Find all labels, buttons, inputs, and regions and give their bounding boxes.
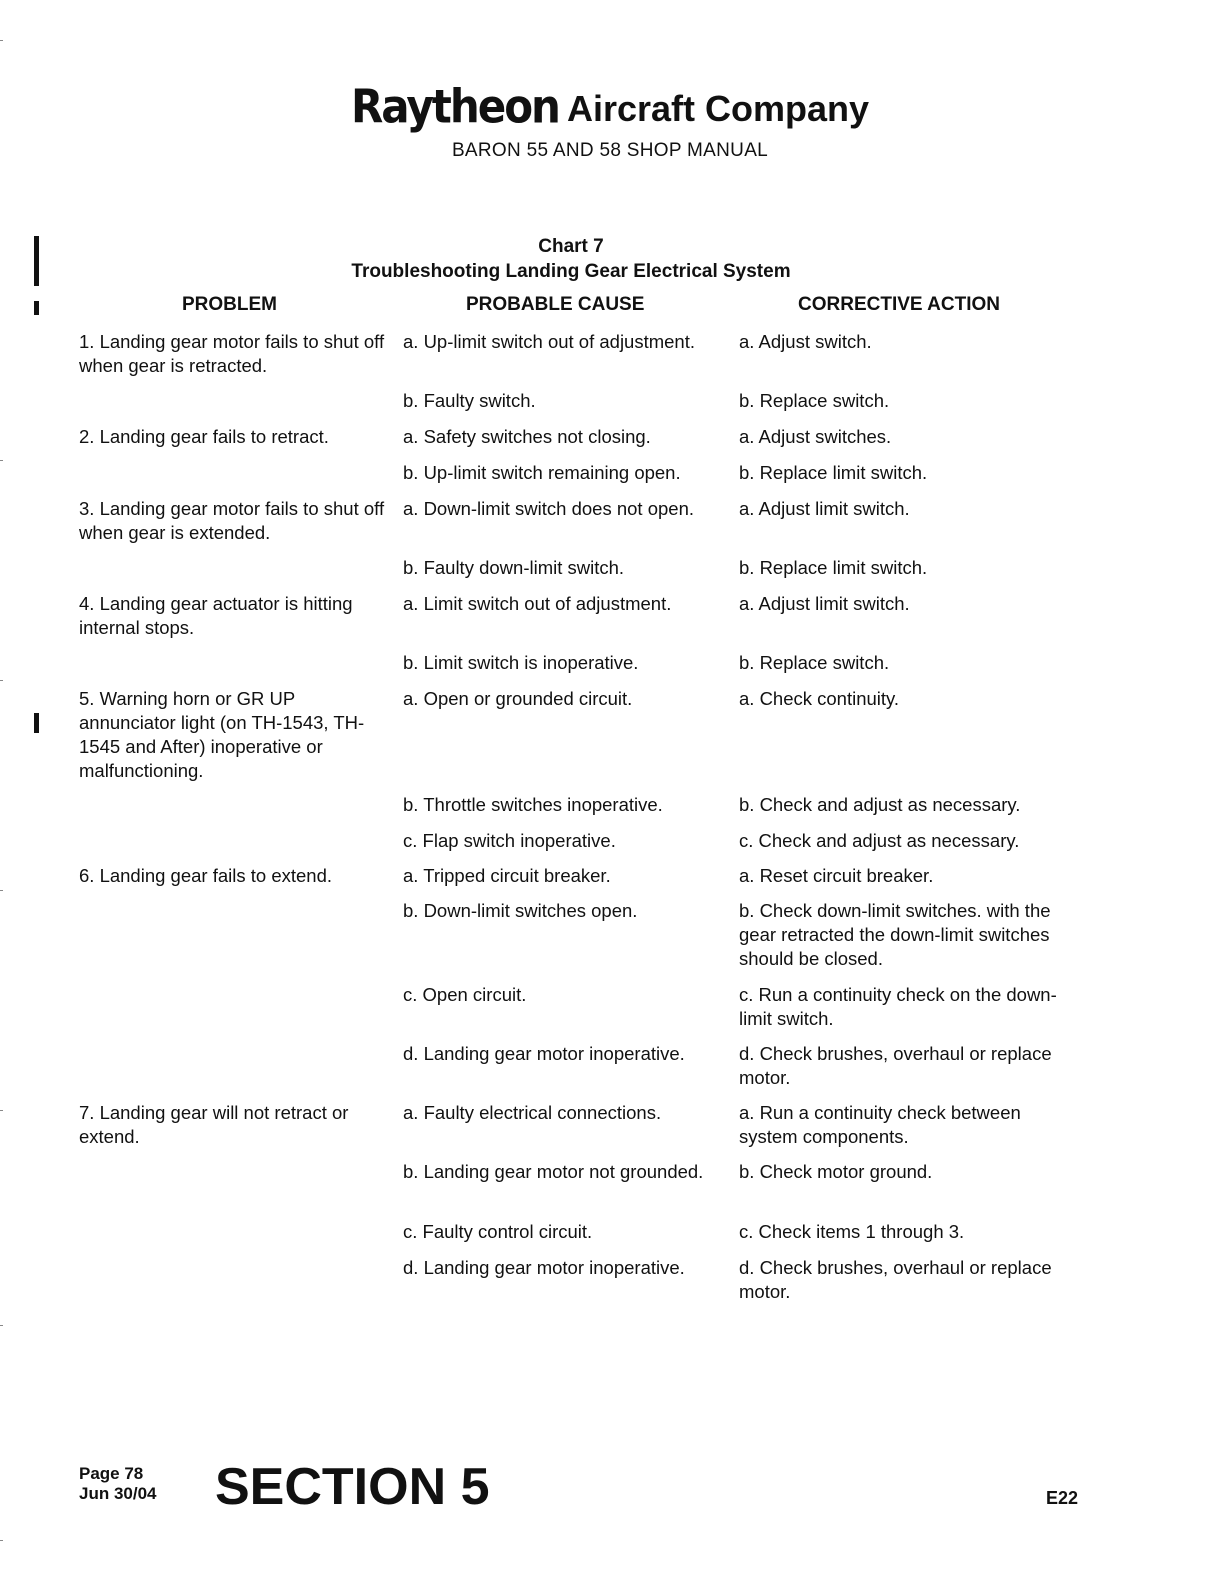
chart-heading [0, 234, 1142, 284]
action-cell: c. Check items 1 through 3. [739, 1221, 965, 1242]
action-cell: a. Run a continuity check between system components. [739, 1102, 1021, 1147]
action-cell: b. Check motor ground. [739, 1161, 933, 1182]
problem-cell: 1. Landing gear motor fails to shut off when gear is retracted. [79, 331, 385, 376]
action-cell: b. Replace switch. [739, 390, 890, 411]
action-cell: a. Check continuity. [739, 688, 900, 709]
problem-cell: 7. Landing gear will not retract or extend. [79, 1102, 349, 1147]
cause-cell: a. Limit switch out of adjustment. [403, 593, 672, 614]
cause-cell: d. Landing gear motor inoperative. [403, 1043, 685, 1064]
cause-cell: c. Faulty control circuit. [403, 1221, 593, 1242]
brand-line [0, 79, 1220, 134]
page-date: Jun 30/04 [79, 1484, 157, 1503]
action-cell: a. Reset circuit breaker. [739, 865, 934, 886]
cause-cell: a. Faulty electrical connections. [403, 1102, 662, 1123]
page-number: Page 78 [79, 1464, 144, 1483]
cause-cell: a. Up-limit switch out of adjustment. [403, 331, 695, 352]
scan-edge-mark [0, 680, 3, 681]
problem-cell: 4. Landing gear actuator is hitting internal stops. [79, 593, 353, 638]
cause-cell: a. Open or grounded circuit. [403, 688, 633, 709]
action-cell: c. Run a continuity check on the down-limit switch. [739, 984, 1057, 1029]
cause-cell: b. Throttle switches inoperative. [403, 794, 663, 815]
cause-cell: d. Landing gear motor inoperative. [403, 1257, 685, 1278]
cause-cell: b. Down-limit switches open. [403, 900, 638, 921]
cause-cell: b. Landing gear motor not grounded. [403, 1161, 704, 1182]
cause-cell: c. Open circuit. [403, 984, 527, 1005]
cause-cell: b. Faulty down-limit switch. [403, 557, 625, 578]
company-name: Aircraft Company [566, 88, 870, 129]
action-cell: a. Adjust switch. [739, 331, 872, 352]
column-header-action: CORRECTIVE ACTION [798, 294, 1000, 315]
cause-cell: a. Safety switches not closing. [403, 426, 651, 447]
cause-cell: b. Limit switch is inoperative. [403, 652, 639, 673]
column-header-problem: PROBLEM [182, 294, 277, 315]
scan-edge-mark [0, 1325, 3, 1326]
scan-edge-mark [0, 1110, 3, 1111]
scan-edge-mark [0, 890, 3, 891]
action-cell: b. Replace limit switch. [739, 557, 928, 578]
cause-cell: b. Up-limit switch remaining open. [403, 462, 681, 483]
action-cell: b. Replace switch. [739, 652, 890, 673]
raytheon-logo: Raytheon [350, 79, 559, 134]
action-cell: a. Adjust switches. [739, 426, 892, 447]
scan-edge-mark [0, 460, 3, 461]
action-cell: a. Adjust limit switch. [739, 498, 910, 519]
cause-cell: c. Flap switch inoperative. [403, 830, 616, 851]
revision-bar [34, 301, 39, 315]
revision-bar [34, 713, 39, 733]
problem-cell: 5. Warning horn or GR UP annunciator light (on TH-1543, TH-1545 and After) inoperative or malfunctioning. [79, 688, 365, 781]
page-header [0, 79, 1220, 162]
manual-title: BARON 55 AND 58 SHOP MANUAL [451, 140, 769, 161]
problem-cell: 2. Landing gear fails to retract. [79, 426, 329, 447]
chart-number: Chart 7 [538, 236, 604, 257]
chart-title: Troubleshooting Landing Gear Electrical System [351, 261, 791, 282]
problem-cell: 6. Landing gear fails to extend. [79, 865, 333, 886]
action-cell: a. Adjust limit switch. [739, 593, 910, 614]
action-cell: b. Check down-limit switches. with the gear retracted the down-limit switches should be closed. [739, 900, 1051, 969]
action-cell: d. Check brushes, overhaul or replace motor. [739, 1257, 1052, 1302]
section-label: SECTION 5 [215, 1458, 490, 1516]
action-cell: c. Check and adjust as necessary. [739, 830, 1020, 851]
action-cell: b. Check and adjust as necessary. [739, 794, 1021, 815]
document-code: E22 [1046, 1488, 1079, 1508]
page-info [79, 1464, 157, 1504]
action-cell: d. Check brushes, overhaul or replace motor. [739, 1043, 1052, 1088]
action-cell: b. Replace limit switch. [739, 462, 928, 483]
scan-edge-mark [0, 40, 3, 41]
cause-cell: a. Tripped circuit breaker. [403, 865, 611, 886]
cause-cell: a. Down-limit switch does not open. [403, 498, 694, 519]
column-header-cause: PROBABLE CAUSE [466, 294, 645, 315]
problem-cell: 3. Landing gear motor fails to shut off when gear is extended. [79, 498, 385, 543]
scan-edge-mark [0, 1540, 3, 1541]
cause-cell: b. Faulty switch. [403, 390, 536, 411]
